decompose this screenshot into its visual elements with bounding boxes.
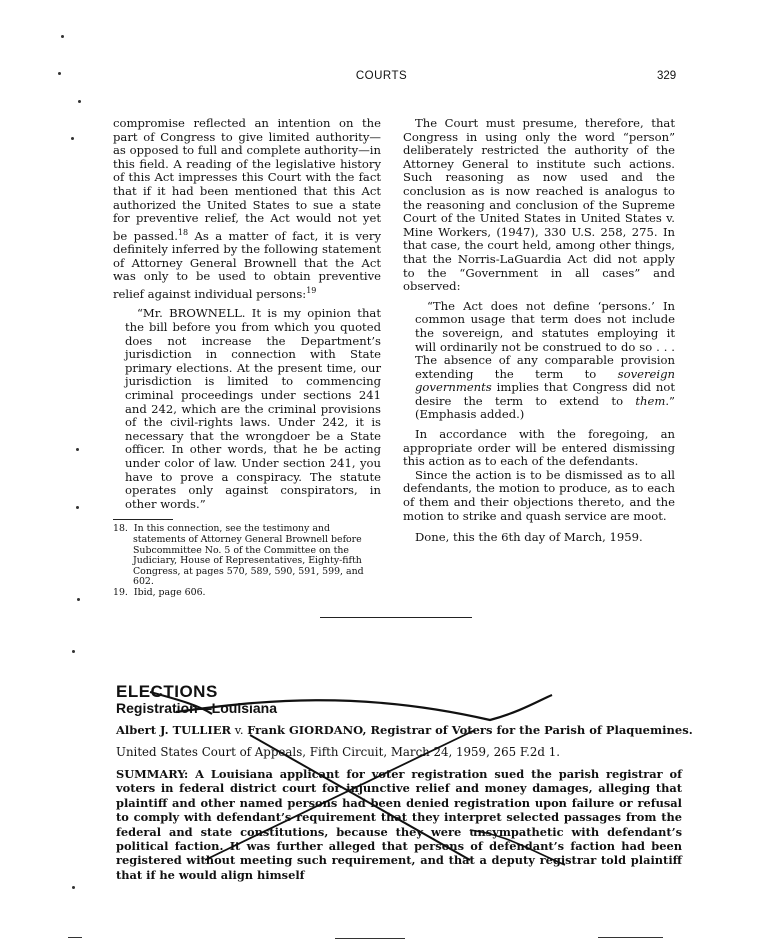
scan-speck xyxy=(61,35,64,38)
footnote-19: 19. Ibid, page 606. xyxy=(113,586,206,598)
bottom-rule xyxy=(598,937,663,938)
court-citation: United States Court of Appeals, Fifth Circuit, March 24, 1959, 265 F.2d 1. xyxy=(116,745,560,759)
page-number: 329 xyxy=(657,70,677,82)
scan-speck xyxy=(77,598,80,601)
running-header: COURTS xyxy=(355,70,408,82)
section-title: ELECTIONS xyxy=(116,682,218,701)
subsection-title: Registration—Louisiana xyxy=(116,700,278,716)
bottom-rule xyxy=(68,937,82,938)
scan-speck xyxy=(58,72,61,75)
scan-speck xyxy=(76,448,79,451)
section-divider xyxy=(320,617,472,618)
right-paragraph-2: In accordance with the foregoing, an appropriate order will be entered dismissing this action as to each of the defendants. xyxy=(403,427,675,469)
footnote-ref-19: 19 xyxy=(306,285,317,295)
right-column xyxy=(403,117,675,545)
right-paragraph-1: The Court must presume, therefore, that Congress in using only the word “person” deliberately restricted the authority of the Attorney General to institute such actions. Such reasoning as now used and the conclusion as is now reached is analogus to the reasoning and conclusion of the Supreme Court of the United States in United States v. Mine Workers, (1947), 330 U.S. 258, 275. In that case, the court held, among other things, that the Norris-LaGuardia Act did not apply to the “Government in all cases” and observed: xyxy=(403,116,675,294)
case-summary: SUMMARY: A Louisiana applicant for voter registration sued the parish registrar of voters in federal district court for injunctive relief and money damages, alleging that plaintiff and other named persons had been denied registration upon failure or refusal to comply with defendant’s requirement that they interpret selected passages from the federal and state constitutions, because they were unsympathetic with defendant’s political faction. It was further alleged that persons of defendant’s faction had been registered without meeting such requirement, and that a deputy registrar told plaintiff that if he would align himself xyxy=(116,767,682,882)
right-paragraph-4: Done, this the 6th day of March, 1959. xyxy=(415,530,643,545)
scan-speck xyxy=(72,650,75,653)
scan-speck xyxy=(72,886,75,889)
scan-speck xyxy=(78,100,81,103)
left-column xyxy=(113,117,381,599)
bottom-rule xyxy=(335,938,405,939)
scan-speck xyxy=(71,137,74,140)
right-paragraph-3: Since the action is to be dismissed as to all defendants, the motion to produce, as to each of them and their objections thereto, and the motion to strike and quash service are moot. xyxy=(403,467,675,523)
scan-speck xyxy=(76,506,79,509)
mine-workers-quote: “The Act does not define ‘persons.’ In common usage that term does not include the sovereign, and statutes employing it will ordinarily not be construed to do so . . . The absence of any comparable provision extending the term to sovereign governments implies that Congress did not desire the term to extend to them.” (Emphasis added.) xyxy=(415,298,675,422)
left-paragraph-1: compromise reflected an intention on the part of Congress to give limited authority—as opposed to full and complete authority—in this field. A reading of the legislative history of this Act impresses this Court with the fact that if it had been mentioned that this Act authorized the United States to sue a state for preventive relief, the Act would not yet be passed.$^{18}$ As a matter of fact, it is very definitely inferred by the following statement of Attorney General Brownell that the Act was only to be used to obtain preventive relief against individual persons:$^{19}$ xyxy=(113,116,381,301)
case-title: Albert J. TULLIER v. Frank GIORDANO, Registrar of Voters for the Parish of Plaquemines. xyxy=(116,723,693,737)
footnote-divider xyxy=(113,519,173,520)
footnote-ref-18: 18 xyxy=(177,227,189,237)
brownell-quote: “Mr. BROWNELL. It is my opinion that the bill before you from which you quoted does not increase the Department’s jurisdiction in connection with State primary elections. At the present time, our jurisdiction is limited to commencing criminal proceedings under sections 241 and 242, which are the criminal provisions of the civil-rights laws. Under 242, it is necessary that the wrongdoer be a State officer. In other words, that he be acting under color of law. Under section 241, you have to prove a conspiracy. The statute operates only against conspirators, in other words.” xyxy=(125,306,381,511)
footnote-18: 18. In this connection, see the testimony and statements of Attorney General Brownell before Subcommittee No. 5 of the Committee on the Judiciary, House of Representatives, Eighty-fifth Congress, at pages 570, 589, 590, 591, 599, and 602. xyxy=(113,523,364,588)
